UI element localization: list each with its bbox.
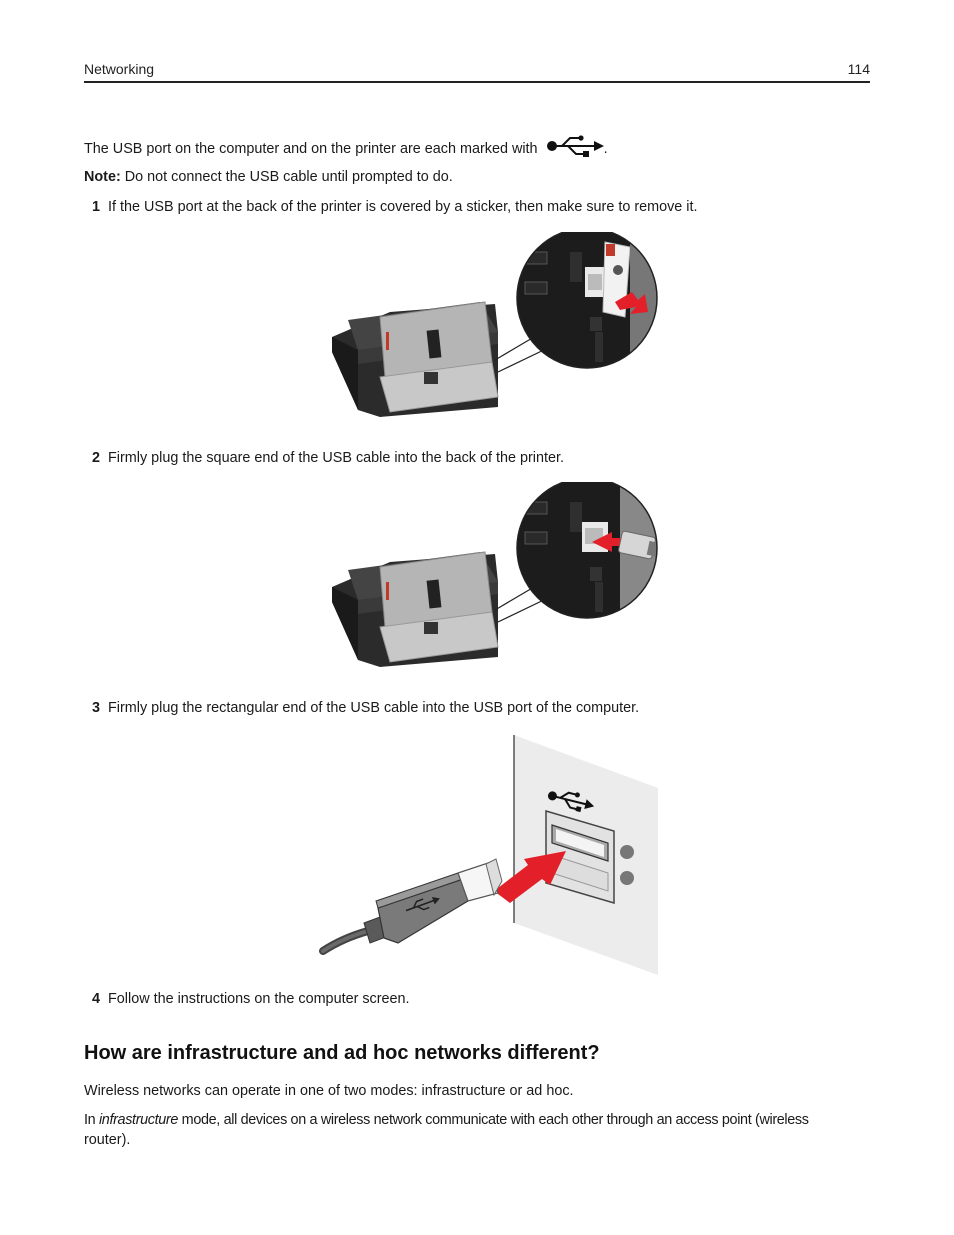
step-1-text: If the USB port at the back of the printer is covered by a sticker, then make sure to remove it. [108, 199, 698, 215]
step-2-text: Firmly plug the square end of the USB cable into the back of the printer. [108, 450, 564, 466]
infrastructure-term: infrastructure [98, 1112, 179, 1128]
page-number: 114 [847, 61, 870, 77]
step-2-number: 2 [91, 450, 100, 466]
usb-symbol-icon [546, 135, 604, 165]
header-rule [84, 81, 870, 83]
modes-paragraph: Wireless networks can operate in one of two modes: infrastructure or ad hoc. [84, 1083, 574, 1099]
step-4-number: 4 [91, 991, 100, 1007]
printer-usb-plug-illustration [320, 482, 665, 692]
step-3-number: 3 [91, 700, 100, 716]
step-4-text: Follow the instructions on the computer screen. [108, 991, 410, 1007]
infrastructure-paragraph [84, 1110, 809, 1130]
infrastructure-paragraph-line2: router). [84, 1132, 131, 1148]
step-1-number: 1 [91, 199, 100, 215]
usb-intro-text: The USB port on the computer and on the printer are each marked with [84, 141, 538, 157]
computer-usb-port-illustration [318, 733, 663, 983]
note-paragraph [84, 167, 453, 187]
note-label: Note: [84, 169, 121, 185]
infrastructure-line1: mode, all devices on a wireless network communicate with each other through an access point (wireless [178, 1112, 809, 1128]
printer-sticker-illustration [320, 232, 665, 442]
usb-intro-period: . [603, 141, 608, 157]
running-header-section: Networking [84, 61, 155, 77]
step-3-text: Firmly plug the rectangular end of the USB cable into the USB port of the computer. [108, 700, 640, 716]
infrastructure-prefix: In [84, 1112, 99, 1128]
note-text: Do not connect the USB cable until prompted to do. [120, 169, 453, 185]
section-heading: How are infrastructure and ad hoc networks different? [84, 1042, 600, 1064]
usb-intro-paragraph [84, 135, 608, 165]
